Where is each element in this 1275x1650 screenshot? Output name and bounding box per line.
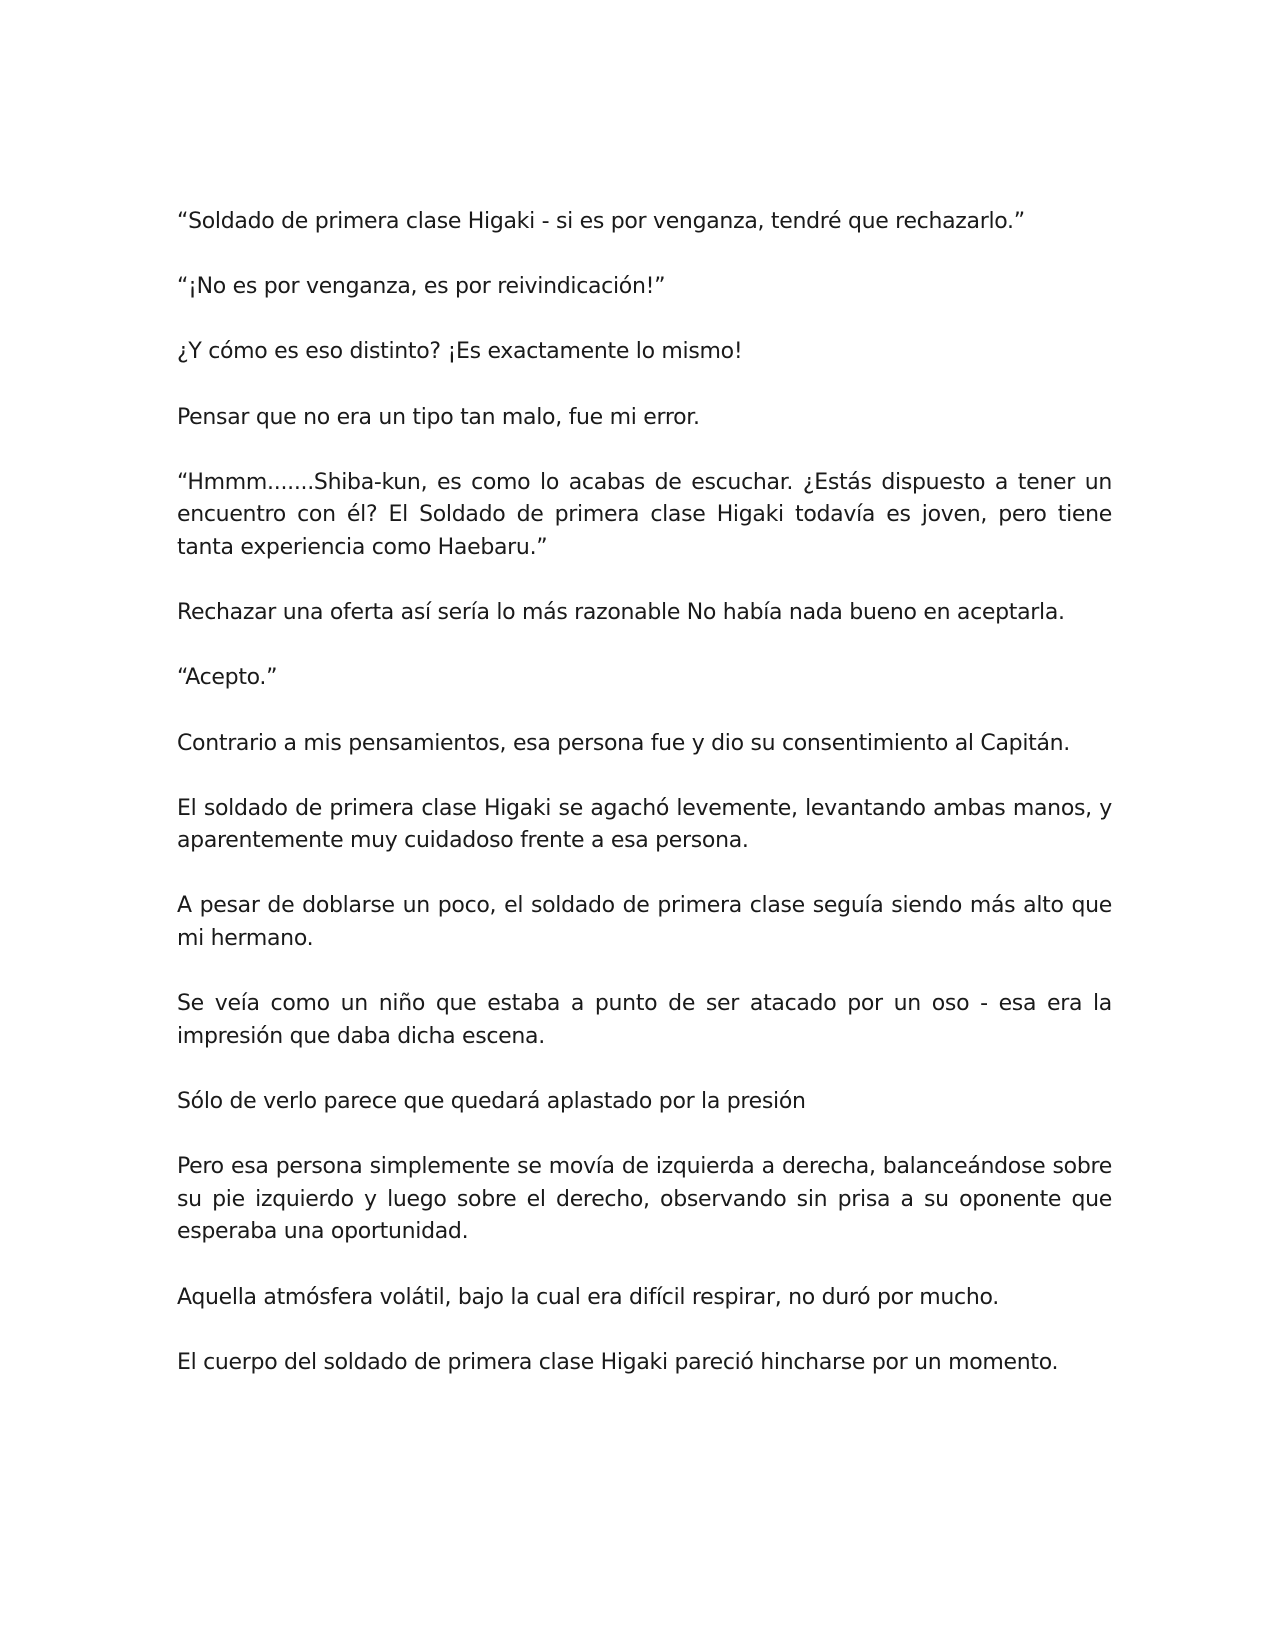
paragraph-8: Contrario a mis pensamientos, esa persona fue y dio su consentimiento al Capitán. (177, 730, 1070, 756)
paragraph-5: “Hmmm.......Shiba-kun, es como lo acabas de escuchar. ¿Estás dispuesto a tener un encuentro con él? El Soldado de primera clase Higaki todavía es joven, pero tiene tanta experiencia como Haebaru.” (177, 469, 1112, 560)
paragraph-14: Aquella atmósfera volátil, bajo la cual era difícil respirar, no duró por mucho. (177, 1284, 999, 1310)
paragraph-7: “Acepto.” (177, 665, 278, 691)
paragraph-15: El cuerpo del soldado de primera clase Higaki pareció hincharse por un momento. (177, 1349, 1059, 1375)
paragraph-4: Pensar que no era un tipo tan malo, fue mi error. (177, 404, 700, 430)
paragraph-11: Se veía como un niño que estaba a punto de ser atacado por un oso - esa era la impresión que daba dicha escena. (177, 991, 1112, 1049)
paragraph-6: Rechazar una oferta así sería lo más razonable No había nada bueno en aceptarla. (177, 600, 1065, 626)
paragraph-1: “Soldado de primera clase Higaki - si es por venganza, tendré que rechazarlo.” (177, 209, 1025, 234)
document-body (177, 206, 1112, 1379)
paragraph-13: Pero esa persona simplemente se movía de izquierda a derecha, balanceándose sobre su pie izquierdo y luego sobre el derecho, observando sin prisa a su oponente que esperaba una oportunidad. (177, 1154, 1112, 1245)
paragraph-12: Sólo de verlo parece que quedará aplastado por la presión (177, 1089, 806, 1115)
paragraph-3: ¿Y cómo es eso distinto? ¡Es exactamente lo mismo! (177, 339, 743, 365)
paragraph-9: El soldado de primera clase Higaki se agachó levemente, levantando ambas manos, y aparentemente muy cuidadoso frente a esa persona. (177, 795, 1112, 854)
paragraph-10: A pesar de doblarse un poco, el soldado de primera clase seguía siendo más alto que mi hermano. (177, 893, 1112, 952)
paragraph-2: “¡No es por venganza, es por reivindicación!” (177, 274, 666, 300)
